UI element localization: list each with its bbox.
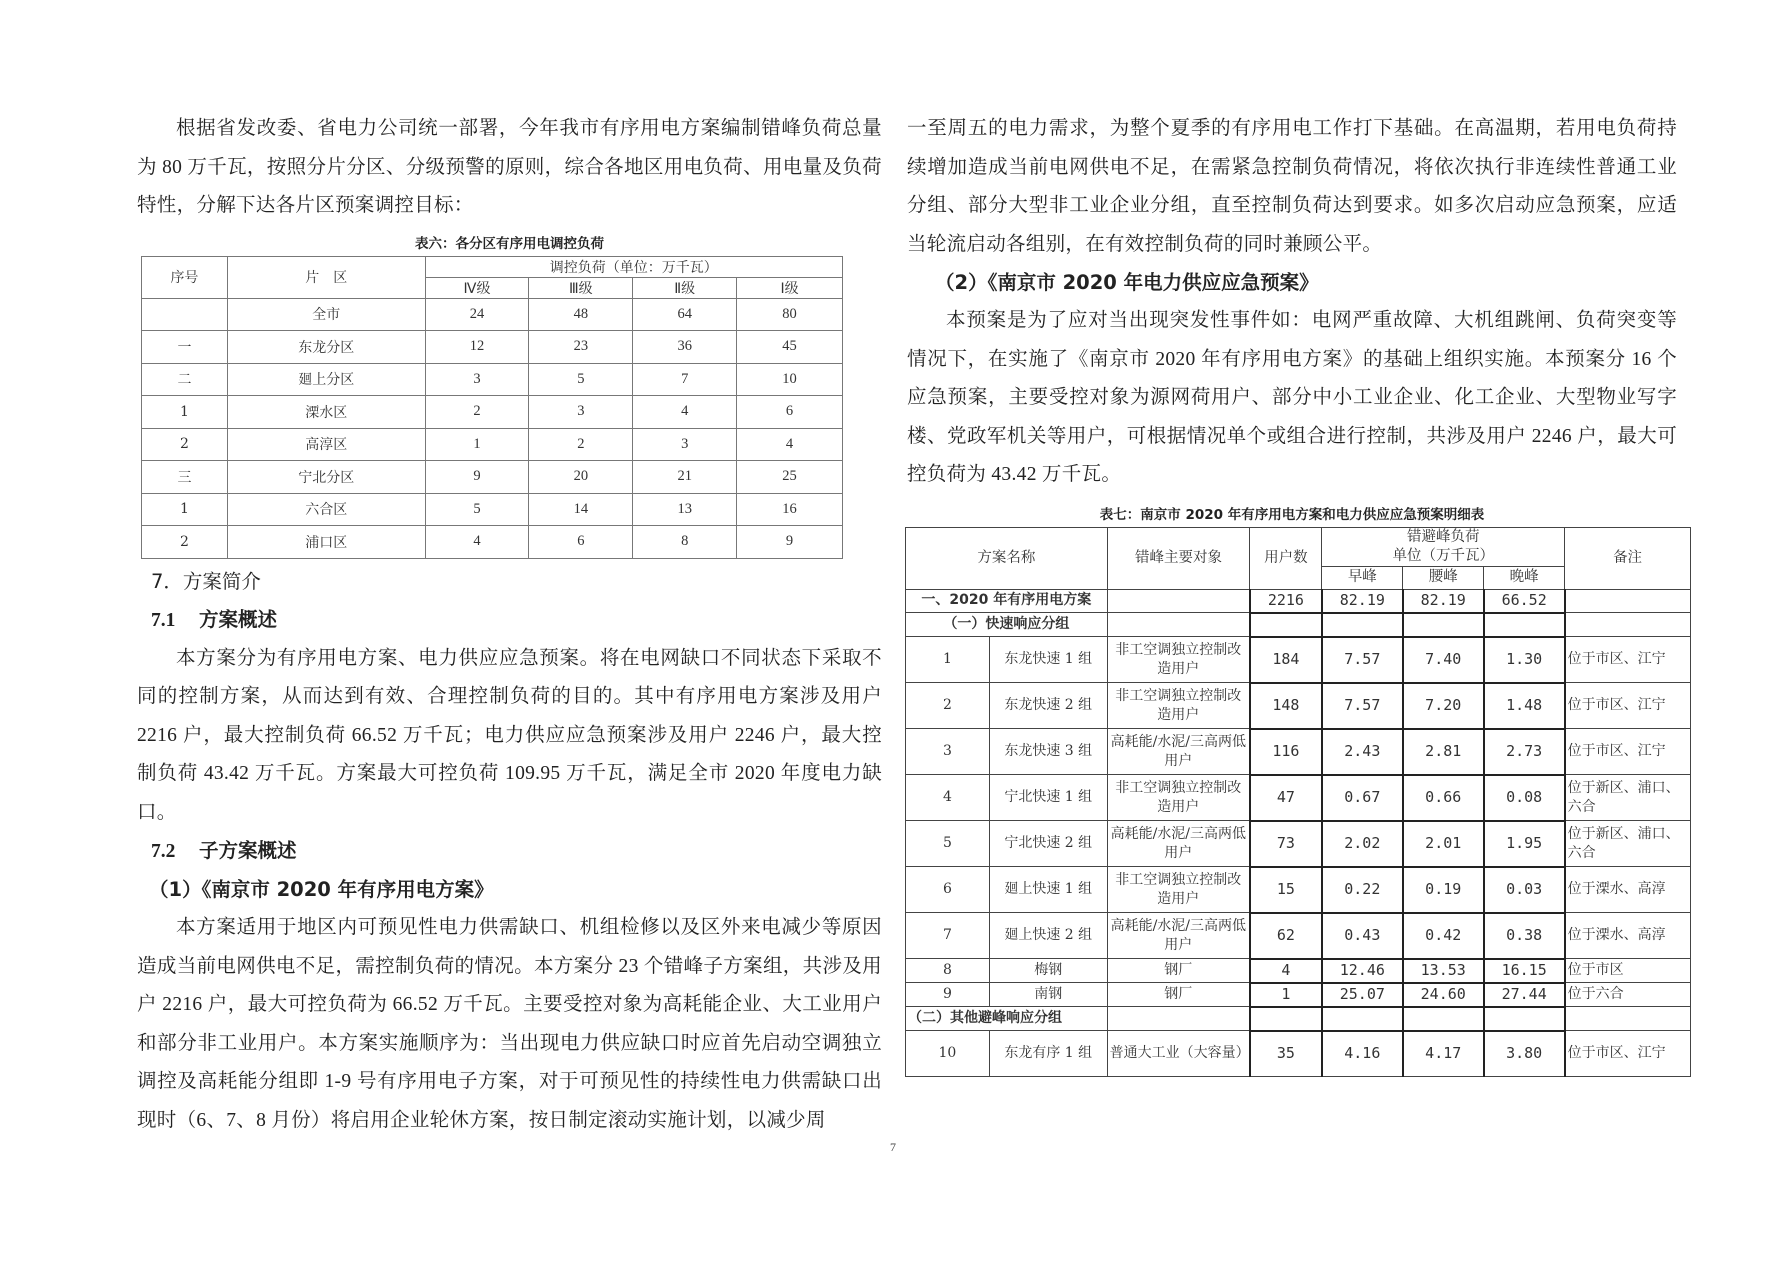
header-load-group: [1322, 527, 1565, 566]
row-users: 116: [1250, 729, 1322, 775]
row-level-value: 25: [737, 461, 843, 494]
row-level-value: 4: [425, 526, 529, 559]
group1-row: [906, 613, 1691, 637]
row-noon: 24.60: [1403, 983, 1484, 1007]
header-level-4: Ⅳ级: [425, 277, 529, 298]
plan-morning: 82.19: [1322, 589, 1403, 613]
row-level-value: 24: [425, 298, 529, 331]
row-level-value: 1: [425, 428, 529, 461]
row-seq: 2: [142, 428, 228, 461]
sub-plan-2-paragraph: 本预案是为了应对当出现突发性事件如：电网严重故障、大机组跳闸、负荷突变等情况下，在实施了《南京市 2020 年有序用电方案》的基础上组织实施。本预案分 16 个应急预案，主要受控对象为源网荷用户、部分中小工业企业、化工企业、大型物业写字楼、党政军机关等用户，可根据情况单个或组合进行控制，共涉及用户 2246 户，最大可控负荷为 43.42 万千瓦。: [907, 310, 1677, 485]
row-seq: 1: [142, 396, 228, 429]
row-target: 钢厂: [1107, 983, 1250, 1007]
row-users: 35: [1250, 1031, 1322, 1077]
row-noon: 13.53: [1403, 959, 1484, 983]
row-level-value: 4: [737, 428, 843, 461]
row-no: 5: [906, 821, 990, 867]
table7-row: [906, 1031, 1691, 1077]
row-seq: 1: [142, 493, 228, 526]
row-area: 六合区: [227, 493, 425, 526]
section-7-2-heading: [151, 832, 882, 871]
row-noon: 0.42: [1403, 913, 1484, 959]
sub-plan-1-title: （1）《南京市 2020 年有序用电方案》: [149, 878, 494, 901]
row-evening: 0.03: [1484, 867, 1565, 913]
row-target: 普通大工业（大容量）: [1107, 1031, 1250, 1077]
row-name: 南钢: [989, 983, 1107, 1007]
row-evening: 1.30: [1484, 637, 1565, 683]
row-users: 1: [1250, 983, 1322, 1007]
row-level-value: 12: [425, 331, 529, 364]
group2-row: [906, 1007, 1691, 1031]
row-no: 9: [906, 983, 990, 1007]
table7-group2-body: [906, 1031, 1691, 1077]
plan-noon: 82.19: [1403, 589, 1484, 613]
row-level-value: 5: [425, 493, 529, 526]
row-level-value: 9: [425, 461, 529, 494]
row-area: 全市: [227, 298, 425, 331]
row-target: 非工空调独立控制改造用户: [1107, 637, 1250, 683]
plan-target: [1107, 589, 1250, 613]
right-column: [907, 110, 1680, 1077]
header-morning-peak: 早峰: [1322, 566, 1403, 589]
row-seq: [142, 298, 228, 331]
row-note: 位于市区、江宁: [1565, 637, 1691, 683]
row-no: 10: [906, 1031, 990, 1077]
header-level-3: Ⅲ级: [529, 277, 633, 298]
row-evening: 16.15: [1484, 959, 1565, 983]
row-seq: 二: [142, 363, 228, 396]
section-7-1-paragraph: 本方案分为有序用电方案、电力供应应急预案。将在电网缺口不同状态下采取不同的控制方案，从而达到有效、合理控制负荷的目的。其中有序用电方案涉及用户 2216 户，最大控制负荷 66.52 万千瓦；电力供应应急预案涉及用户 2246 户，最大控制负荷 43.42 万千瓦。方案最大可控负荷 109.95 万千瓦，满足全市 2020 年度电力缺口。: [137, 647, 882, 823]
row-level-value: 6: [529, 526, 633, 559]
row-area: 高淳区: [227, 428, 425, 461]
continued-paragraph: 一至周五的电力需求，为整个夏季的有序用电工作打下基础。在高温期，若用电负荷持续增加造成当前电网供电不足，在需紧急控制负荷情况，将依次执行非连续性普通工业分组、部分大型非工业企业分组，直至控制负荷达到要求。如多次启动应急预案，应适当轮流启动各组别，在有效控制负荷的同时兼顾公平。: [907, 118, 1677, 255]
row-no: 7: [906, 913, 990, 959]
table6-row: [142, 461, 843, 494]
row-target: 非工空调独立控制改造用户: [1107, 683, 1250, 729]
header-users: 用户数: [1250, 527, 1322, 589]
row-level-value: 21: [633, 461, 737, 494]
table7-row: [906, 683, 1691, 729]
group1-label: （一）快速响应分组: [906, 613, 1108, 637]
row-morning: 0.43: [1322, 913, 1403, 959]
row-level-value: 7: [633, 363, 737, 396]
table6-row: [142, 396, 843, 429]
row-area: 浦口区: [227, 526, 425, 559]
row-target: 非工空调独立控制改造用户: [1107, 775, 1250, 821]
row-note: 位于溧水、高淳: [1565, 867, 1691, 913]
row-level-value: 3: [633, 428, 737, 461]
header-plan-name: 方案名称: [906, 527, 1108, 589]
row-evening: 3.80: [1484, 1031, 1565, 1077]
table7-caption: 表七：南京市 2020 年有序用电方案和电力供应应急预案明细表: [1099, 506, 1485, 523]
row-target: 钢厂: [1107, 959, 1250, 983]
row-noon: 7.20: [1403, 683, 1484, 729]
row-note: 位于市区、江宁: [1565, 729, 1691, 775]
row-level-value: 8: [633, 526, 737, 559]
header-load-line1: 错避峰负荷: [1406, 528, 1480, 545]
sub-plan-1-paragraph: 本方案适用于地区内可预见性电力供需缺口、机组检修以及区外来电减少等原因造成当前电网供电不足，需控制负荷的情况。本方案分 23 个错峰子方案组，共涉及用户 2216 户，最大可控负荷为 66.52 万千瓦。主要受控对象为高耗能企业、大工业用户和部分非工业用户。本方案实施顺序为：当出现电力供应缺口时应首先启动空调独立调控及高耗能分组即 1-9 号有序用电子方案，对于可预见性的持续性电力供需缺口出现时（6、7、8 月份）将启用企业轮休方案，按日制定滚动实施计划，以减少周: [137, 917, 882, 1131]
header-notes: 备注: [1565, 527, 1691, 589]
row-level-value: 5: [529, 363, 633, 396]
row-name: 宁北快速 1 组: [989, 775, 1107, 821]
row-users: 47: [1250, 775, 1322, 821]
row-level-value: 80: [737, 298, 843, 331]
row-no: 1: [906, 637, 990, 683]
row-target: 高耗能/水泥/三高两低用户: [1107, 821, 1250, 867]
section-7-1-title: 方案概述: [199, 607, 278, 631]
row-users: 62: [1250, 913, 1322, 959]
row-level-value: 16: [737, 493, 843, 526]
header-area: 片 区: [227, 256, 425, 298]
header-level-2: Ⅱ级: [633, 277, 737, 298]
row-noon: 2.01: [1403, 821, 1484, 867]
row-name: 东龙快速 2 组: [989, 683, 1107, 729]
section-7-1-number: 7.1: [151, 609, 176, 631]
header-load-line2: 单位（万千瓦）: [1392, 547, 1494, 564]
row-level-value: 36: [633, 331, 737, 364]
row-noon: 0.66: [1403, 775, 1484, 821]
row-seq: 三: [142, 461, 228, 494]
section-7-2-number: 7.2: [151, 841, 176, 862]
row-level-value: 14: [529, 493, 633, 526]
row-area: 东龙分区: [227, 331, 425, 364]
row-level-value: 64: [633, 298, 737, 331]
row-no: 2: [906, 683, 990, 729]
row-level-value: 23: [529, 331, 633, 364]
row-morning: 0.67: [1322, 775, 1403, 821]
row-level-value: 2: [425, 396, 529, 429]
row-evening: 1.95: [1484, 821, 1565, 867]
row-morning: 0.22: [1322, 867, 1403, 913]
row-level-value: 13: [633, 493, 737, 526]
table6-row: [142, 331, 843, 364]
table7-group1-body: [906, 637, 1691, 1007]
table6-row: [142, 428, 843, 461]
header-seq: 序号: [142, 256, 228, 298]
table7-row: [906, 983, 1691, 1007]
header-evening-peak: 晚峰: [1484, 566, 1565, 589]
row-area: 廻上分区: [227, 363, 425, 396]
row-no: 4: [906, 775, 990, 821]
row-note: 位于新区、浦口、六合: [1565, 775, 1691, 821]
row-area: 宁北分区: [227, 461, 425, 494]
page-number: 7: [890, 1140, 896, 1154]
row-level-value: 20: [529, 461, 633, 494]
sub-plan-2-title: （2）《南京市 2020 年电力供应应急预案》: [935, 271, 1319, 294]
row-morning: 25.07: [1322, 983, 1403, 1007]
row-noon: 0.19: [1403, 867, 1484, 913]
row-level-value: 48: [529, 298, 633, 331]
header-load-group: 调控负荷（单位：万千瓦）: [425, 256, 842, 277]
row-users: 73: [1250, 821, 1322, 867]
table7-plan-details: [905, 527, 1691, 1077]
row-noon: 7.40: [1403, 637, 1484, 683]
row-note: 位于市区、江宁: [1565, 1031, 1691, 1077]
row-morning: 4.16: [1322, 1031, 1403, 1077]
plan-summary-row: [906, 589, 1691, 613]
table7-row: [906, 775, 1691, 821]
table6-body: [142, 298, 843, 558]
row-level-value: 10: [737, 363, 843, 396]
row-level-value: 4: [633, 396, 737, 429]
plan-note: [1565, 589, 1691, 613]
row-note: 位于市区、江宁: [1565, 683, 1691, 729]
row-no: 8: [906, 959, 990, 983]
row-target: 高耗能/水泥/三高两低用户: [1107, 913, 1250, 959]
row-area: 溧水区: [227, 396, 425, 429]
row-level-value: 3: [529, 396, 633, 429]
plan-label: 一、2020 年有序用电方案: [906, 589, 1108, 613]
row-no: 3: [906, 729, 990, 775]
left-column: [137, 110, 882, 1140]
row-evening: 2.73: [1484, 729, 1565, 775]
row-noon: 4.17: [1403, 1031, 1484, 1077]
row-morning: 2.02: [1322, 821, 1403, 867]
row-name: 东龙快速 1 组: [989, 637, 1107, 683]
table7-row: [906, 959, 1691, 983]
table6-row: [142, 298, 843, 331]
section-7-1-heading: [151, 601, 882, 640]
table6-row: [142, 493, 843, 526]
row-name: 宁北快速 2 组: [989, 821, 1107, 867]
section-7-2-title: 子方案概述: [199, 839, 297, 862]
row-users: 148: [1250, 683, 1322, 729]
row-level-value: 3: [425, 363, 529, 396]
row-note: 位于溧水、高淳: [1565, 913, 1691, 959]
row-target: 高耗能/水泥/三高两低用户: [1107, 729, 1250, 775]
row-level-value: 45: [737, 331, 843, 364]
row-morning: 2.43: [1322, 729, 1403, 775]
row-morning: 7.57: [1322, 683, 1403, 729]
plan-users: 2216: [1250, 589, 1322, 613]
row-target: 非工空调独立控制改造用户: [1107, 867, 1250, 913]
table7-row: [906, 821, 1691, 867]
row-users: 15: [1250, 867, 1322, 913]
table7-row: [906, 637, 1691, 683]
row-no: 6: [906, 867, 990, 913]
table6-row: [142, 526, 843, 559]
row-level-value: 9: [737, 526, 843, 559]
row-name: 廻上快速 2 组: [989, 913, 1107, 959]
row-noon: 2.81: [1403, 729, 1484, 775]
row-seq: 一: [142, 331, 228, 364]
row-evening: 27.44: [1484, 983, 1565, 1007]
row-morning: 12.46: [1322, 959, 1403, 983]
row-level-value: 6: [737, 396, 843, 429]
header-target: 错峰主要对象: [1107, 527, 1250, 589]
row-name: 东龙快速 3 组: [989, 729, 1107, 775]
row-note: 位于新区、浦口、六合: [1565, 821, 1691, 867]
row-users: 4: [1250, 959, 1322, 983]
row-evening: 0.38: [1484, 913, 1565, 959]
row-morning: 7.57: [1322, 637, 1403, 683]
row-seq: 2: [142, 526, 228, 559]
group2-label: （二）其他避峰响应分组: [906, 1007, 1108, 1031]
row-evening: 0.08: [1484, 775, 1565, 821]
plan-evening: 66.52: [1484, 589, 1565, 613]
table7-row: [906, 729, 1691, 775]
table6-district-load: [141, 256, 843, 559]
row-users: 184: [1250, 637, 1322, 683]
table6-row: [142, 363, 843, 396]
table7-row: [906, 913, 1691, 959]
row-note: 位于六合: [1565, 983, 1691, 1007]
header-level-1: Ⅰ级: [737, 277, 843, 298]
row-level-value: 2: [529, 428, 633, 461]
header-noon-peak: 腰峰: [1403, 566, 1484, 589]
row-evening: 1.48: [1484, 683, 1565, 729]
intro-paragraph: 根据省发改委、省电力公司统一部署，今年我市有序用电方案编制错峰负荷总量为 80 万千瓦，按照分片分区、分级预警的原则，综合各地区用电负荷、用电量及负荷特性，分解下达各片区预案调控目标：: [137, 118, 882, 216]
row-note: 位于市区: [1565, 959, 1691, 983]
row-name: 梅钢: [989, 959, 1107, 983]
row-name: 东龙有序 1 组: [989, 1031, 1107, 1077]
table6-caption: 表六：各分区有序用电调控负荷: [415, 235, 604, 252]
section-7-title: 7．方案简介: [151, 569, 261, 593]
row-name: 廻上快速 1 组: [989, 867, 1107, 913]
table7-row: [906, 867, 1691, 913]
